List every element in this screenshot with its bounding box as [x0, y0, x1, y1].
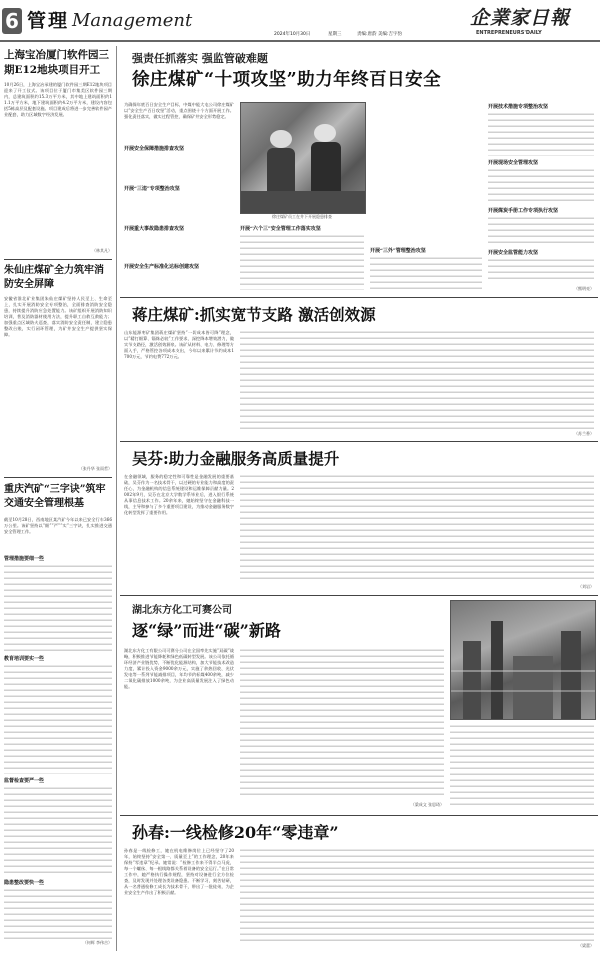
lead-subhead-9: 开展煤炭手册工作专项执行攻坚 [488, 208, 559, 214]
lead-author: （熊明亮） [574, 286, 594, 291]
lead-kicker: 强责任抓落实 强监管破难题 [132, 52, 268, 65]
section-title: 管理 [27, 10, 70, 32]
article4-photo [450, 600, 596, 720]
story3-filler-2 [4, 664, 112, 774]
divider-article3 [120, 595, 598, 596]
article4-filler-2 [450, 724, 594, 808]
article3-author: （刘岩） [578, 584, 594, 589]
left-divider-2 [4, 477, 112, 478]
divider-lead [120, 297, 598, 298]
story2-title: 朱仙庄煤矿全力筑牢消防安全屏障 [4, 265, 104, 290]
story3-subhead-1: 管理措施要细一些 [4, 556, 45, 562]
lead-subhead-4: 开展安全生产标准化达标创建攻坚 [124, 264, 200, 270]
lead-col2-filler [240, 234, 364, 290]
story3-body: 截至10月28日，西南地区某汽矿今年以来已安全行车366万公里。该矿坚持以“细”“严”“实”三字诀，扎实推进交通安全管理工作。 [4, 517, 112, 534]
lead-photo-caption: 徐庄煤矿员工在井下开展隐患排查 [272, 214, 332, 219]
lead-subhead-3: 开展重大事故隐患排查攻坚 [124, 226, 185, 232]
story2-body: 安徽省淮北矿业集团朱仙庄煤矿坚持人民至上、生命至上，扎实开展消防安全专项整治，全面排查消防安全隐患，持续提升消防应急处置能力。该矿组织开展消防知识培训，普及消防器材使用方法，提升职工自救互救能力；加强重点区域防火巡查，落实消防安全责任制，建立隐患整改台账，实行闭环管理，为矿井安全生产提供坚实保障。 [4, 296, 112, 337]
article2-body: 山东能源枣矿集团蒋庄煤矿坚持“一切成本皆可降”理念，以“精打细算、锱铢必较”工作要求，深挖降本增效潜力，做实节支路径，激活创效源泉。该矿从材料、电力、修理等方面入手，严格管控各项成本支出，今年以来累计节约成本1700万元，节约电费772万元。 [124, 330, 234, 359]
article4-filler-1 [240, 648, 444, 798]
article2 [120, 300, 598, 440]
article3 [120, 444, 598, 594]
paper-name-en: ENTREPRENEURS'DAILY [476, 30, 542, 36]
story3-subhead-2: 教育培训要实一些 [4, 656, 45, 662]
divider-article4 [120, 815, 598, 816]
lead-photo [240, 102, 366, 214]
story3-filler-1 [4, 564, 112, 652]
lead-subhead-2: 开展“三违”专项整治攻坚 [124, 186, 180, 192]
date-line: 2024年10月30日 [274, 32, 311, 37]
lead-subhead-7: 开展技术措施专项整治攻坚 [488, 104, 549, 110]
article4-body: 湖北东方化工有限公司可赛分公司在全国率先实施“双碳”战略，积极推进节能降耗和绿色低碳转型发展。该公司依托循环经济产业链优势，不断优化能源结构，加大节能技术改造力度，累计投入资金9000余万元，实施了余热回收、光伏发电等一系列节能减排项目，年均节约标煤400余吨，减少二氧化碳排放1000余吨，为企业高质量发展注入了绿色动能。 [124, 648, 234, 689]
column-divider [116, 46, 117, 951]
page-number-badge: 6 [2, 8, 22, 34]
editor-line: 责编:唐韵 美编:吉宇豹 [357, 32, 402, 37]
story3-subhead-3: 监督检查要严一些 [4, 778, 45, 784]
article5-title: 孙春:一线检修20年“零违章” [132, 823, 339, 842]
article5-author: （梁蕾） [578, 943, 594, 948]
article2-author: （苏兰香） [574, 431, 594, 436]
lead-subhead-10: 开展安全监管能力攻坚 [488, 250, 539, 256]
lead-col4-filler-3 [488, 216, 594, 246]
paper-name: 企業家日報 [470, 7, 571, 29]
article4-title: 逐“绿”而进“碳”新路 [132, 621, 281, 640]
article4 [120, 598, 598, 814]
story1-author: （林其凡） [92, 248, 112, 253]
lead-col4-filler-4 [488, 258, 594, 282]
lead-col4-filler-2 [488, 168, 594, 204]
story3-filler-3 [4, 786, 112, 876]
section-title-en: Management [72, 10, 193, 31]
weekday: 星期三 [328, 32, 342, 37]
lead-col4-filler-1 [488, 112, 594, 156]
left-column [2, 46, 114, 951]
divider-article2 [120, 441, 598, 442]
article5-filler [240, 848, 594, 942]
article3-body: 在金融领域，服务的稳定性和可靠性是金融发展的重要基础，吴芬作为一名技术骨干，以过硬的专业能力和高度的责任心，为金融机构的信息系统建设和运维保障贡献力量。2002年9月，吴芬在北京大学数学系毕业后，进入银行系统从事信息技术工作。20余年来，她始终坚守在金融科技一线，主导和参与了多个重要项目建设，为推动金融服务数字化转型发挥了重要作用。 [124, 474, 234, 515]
story3-author: （何辉 李伟吉） [82, 940, 112, 945]
article5-body: 孙春是一线检修工，她在机电维修岗位上已经坚守了20年，始终坚持“安全第一、质量至上”的工作理念，20年来保持“零违章”纪录。她常说：“检修工作来不得半点马虎，每一个螺丝、每一根线路都关系着设备的安全运行。”在日常工作中，她严格执行操作规程，坚持对设备进行全方位检查，及时发现并处理各类设备隐患。不断学习，刻苦钻研，从一名普通检修工成长为技术骨干，带出了一批徒弟，为企业安全生产作出了积极贡献。 [124, 848, 234, 895]
story3-title: 重庆汽矿“三字诀”筑牢交通安全管理根基 [4, 484, 106, 509]
lead-article [120, 46, 598, 296]
lead-body: 为确保年底百日安全生产目标，中煤中能大屯公司徐庄煤矿以“安全生产百日攻坚”活动，重点围绕十个方面开展工作。强化责任落实，做实过程管控，确保矿井安全形势稳定。 [124, 102, 234, 119]
lead-photo-figures [241, 103, 365, 213]
left-divider-1 [4, 259, 112, 260]
lead-col3-filler [370, 256, 482, 290]
lead-subhead-5: 开展“六个三”安全管理工作落实攻坚 [240, 226, 321, 232]
lead-subhead-1: 开展安全保障措施排查攻坚 [124, 146, 185, 152]
lead-subhead-6: 开展“三外”管理整治攻坚 [370, 248, 426, 254]
lead-title: 徐庄煤矿“十项攻坚”助力年终百日安全 [132, 70, 442, 90]
lead-subhead-8: 开展现场安全管理攻坚 [488, 160, 539, 166]
article2-filler [240, 330, 594, 430]
story3-subhead-4: 隐患整改要快一些 [4, 880, 45, 886]
article2-title: 蒋庄煤矿:抓实宽节支路 激活创效源 [132, 305, 376, 324]
story1-body: 10月26日，上海宝冶承建的厦门软件园三期E12地块项目迎来了开工仪式。该项目位于厦门市集美区软件园三期内，总建筑面积约15.3万平方米，其中地上建筑面积约11.1万平方米，地下建筑面积约4.2万平方米，建设内容包括5栋高层及配套设施。项目建成后将进一步完善软件园产业配套，助力区域数字经济发展。 [4, 82, 112, 117]
story3-filler-4 [4, 888, 112, 940]
article3-filler [240, 474, 594, 582]
masthead-rule [0, 40, 600, 42]
article3-title: 吴芬:助力金融服务高质量提升 [132, 449, 340, 468]
story2-author: （张丹华 张雨哲） [78, 466, 112, 471]
article4-author: （梁成文 张思琦） [410, 802, 444, 807]
masthead [0, 0, 600, 42]
article5 [120, 818, 598, 952]
article4-photo-industrial [451, 601, 595, 719]
article4-kicker: 湖北东方化工可赛公司 [132, 605, 232, 616]
story1-title: 上海宝冶厦门软件园三期E12地块项目开工 [4, 49, 109, 76]
